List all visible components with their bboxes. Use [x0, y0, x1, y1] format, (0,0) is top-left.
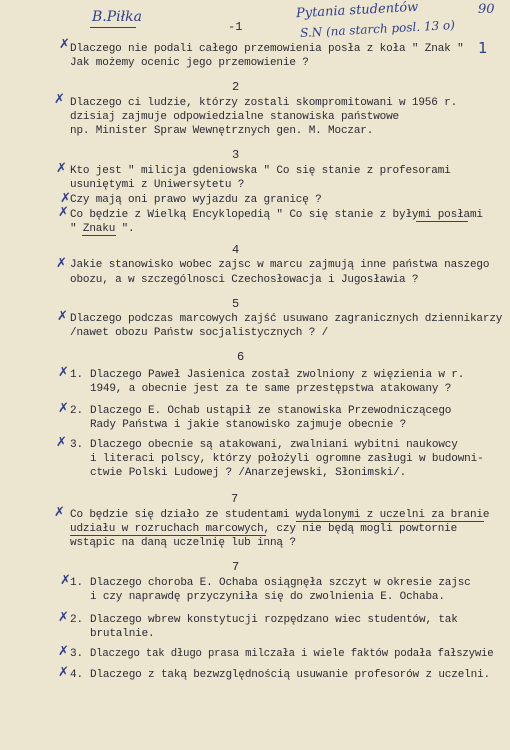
question-line: obozu, a w szczególnosci Czechosłowacja i Jugosławia ? [70, 274, 419, 286]
question-number: 1. [70, 577, 83, 589]
handwritten-underline [82, 235, 116, 236]
margin-mark-icon: 1 [478, 39, 488, 57]
group-number: -1 [228, 20, 243, 34]
check-mark-icon: ✗ [58, 610, 69, 625]
handwritten-title: Pytania studentów [295, 0, 419, 22]
group-number: 3 [232, 148, 240, 162]
question-line: Dlaczego E. Ochab ustąpił ze stanowiska Przewodniczącego [90, 405, 452, 417]
check-mark-icon: ✗ [58, 644, 69, 659]
question-number: 4. [70, 669, 83, 681]
question-line: Dlaczego wbrew konstytucji rozpędzano wiec studentów, tak [90, 614, 458, 626]
check-mark-icon: ✗ [58, 365, 69, 380]
group-number: 7 [231, 492, 239, 506]
check-mark-icon: ✗ [56, 435, 67, 450]
check-mark-icon: ✗ [60, 191, 71, 206]
question-line: dzisiaj zajmuje odpowiedzialne stanowiska państwowe [70, 111, 400, 123]
question-line: Dlaczego tak długo prasa milczała i wiele faktów podała fałszywie [90, 648, 494, 660]
question-line: 1949, a obecnie jest za te same przestępstwa atakowany ? [90, 383, 452, 395]
question-line: wstąpic na daną uczelnię lub inną ? [70, 537, 296, 549]
handwritten-subtitle: S.N (na starch posl. 13 o) [299, 17, 456, 41]
check-mark-icon: ✗ [58, 665, 69, 680]
question-line: i literaci polscy, którzy położyli ogromne zasługi w budowni- [90, 453, 484, 465]
question-line: udziału w rozruchach marcowych, czy nie będą mogli powtornie [70, 523, 458, 535]
question-line: np. Minister Spraw Wewnętrznych gen. M. Moczar. [70, 125, 374, 137]
check-mark-icon: ✗ [58, 401, 69, 416]
question-line: Czy mają oni prawo wyjazdu za granicę ? [70, 194, 322, 206]
question-line: Dlaczego Paweł Jasienica został zwolniony z więzienia w r. [90, 369, 465, 381]
question-line: Dlaczego z taką bezwzględnością usuwanie profesorów z uczelni. [90, 669, 490, 681]
check-mark-icon: ✗ [57, 309, 68, 324]
group-number: 4 [232, 243, 240, 257]
handwritten-corner-number: 90 [478, 2, 495, 17]
question-line: Kto jest " milicja gdeniowska " Co się stanie z profesorami [70, 165, 451, 177]
check-mark-icon: ✗ [60, 573, 71, 588]
question-line: Dlaczego obecnie są atakowani, zwalniani wybitni naukowcy [90, 439, 458, 451]
check-mark-icon: ✗ [56, 161, 67, 176]
question-line: " Znaku ". [70, 223, 135, 235]
check-mark-icon: ✗ [56, 256, 67, 271]
question-line: i czy naprawdę przyczyniła się do zwolnienia E. Ochaba. [90, 591, 445, 603]
question-line: Dlaczego choroba E. Ochaba osiągnęła szczyt w okresie zajsc [90, 577, 471, 589]
question-number: 3. [70, 648, 83, 660]
question-number: 3. [70, 439, 83, 451]
check-mark-icon: ✗ [59, 37, 70, 52]
question-line: Co będzie z Wielką Encyklopedią " Co się stanie z byłymi posłami [70, 209, 483, 221]
question-number: 1. [70, 369, 83, 381]
group-number: 5 [232, 297, 240, 311]
check-mark-icon: ✗ [54, 505, 65, 520]
question-line: Jak możemy ocenic jego przemowienie ? [70, 57, 309, 69]
question-number: 2. [70, 405, 83, 417]
handwritten-underline [416, 221, 468, 222]
check-mark-icon: ✗ [54, 92, 65, 107]
group-number: 6 [237, 350, 245, 364]
question-line: usuniętymi z Uniwersytetu ? [70, 179, 245, 191]
handwritten-underline [296, 521, 484, 522]
question-line: Co będzie się działo ze studentami wydalonymi z uczelni za branie [70, 509, 490, 521]
question-line: ctwie Polski Ludowej ? /Anarzejewski, Słonimski/. [90, 467, 407, 479]
group-number: 2 [232, 80, 240, 94]
question-line: Dlaczego podczas marcowych zajść usuwano zagranicznych dziennikarzy [70, 313, 503, 325]
question-number: 2. [70, 614, 83, 626]
check-mark-icon: ✗ [58, 205, 69, 220]
group-number: 7 [232, 560, 240, 574]
question-line: Dlaczego nie podali całego przemowienia posła z koła " Znak " [70, 43, 464, 55]
handwritten-underline [90, 27, 136, 28]
question-line: /nawet obozu Państw socjalistycznych ? / [70, 327, 329, 339]
question-line: Rady Państwa i jakie stanowisko zajmuje obecnie ? [90, 419, 407, 431]
question-line: Jakie stanowisko wobec zajsc w marcu zajmują inne państwa naszego [70, 259, 490, 271]
handwritten-underline [70, 535, 266, 536]
handwritten-name: B.Piłka [92, 9, 143, 25]
question-line: brutalnie. [90, 628, 155, 640]
question-line: Dlaczego ci ludzie, którzy zostali skompromitowani w 1956 r. [70, 97, 458, 109]
